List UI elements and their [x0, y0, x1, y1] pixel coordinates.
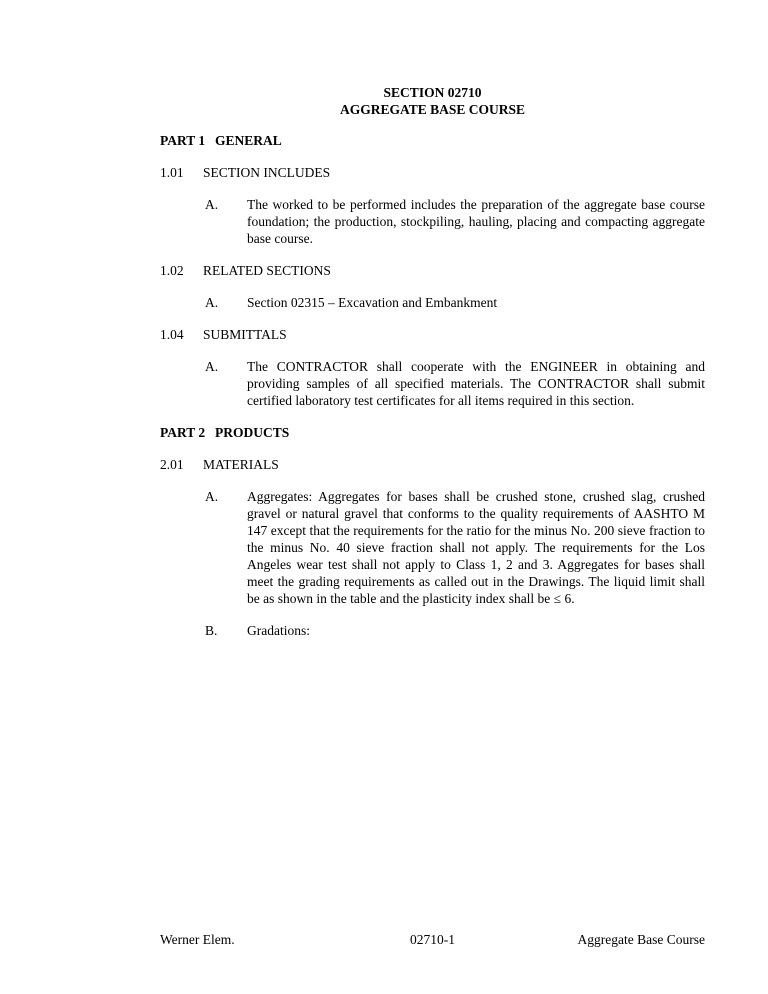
- section-2-01-heading: [160, 456, 705, 473]
- document-title-section-name: AGGREGATE BASE COURSE: [339, 102, 526, 117]
- section-1-01-heading: [160, 164, 705, 181]
- item-paragraph: Section 02315 – Excavation and Embankment: [247, 295, 498, 310]
- section-1-04-heading: [160, 326, 705, 343]
- page-footer: [160, 931, 705, 948]
- section-2-01-item-a: [205, 488, 705, 607]
- item-letter: A.: [205, 295, 219, 310]
- part-2-title: PRODUCTS: [215, 425, 290, 440]
- footer-page-number: 02710-1: [410, 932, 455, 947]
- document-title: [160, 84, 705, 118]
- part-2-label: PART 2: [160, 425, 206, 440]
- part-1-title: GENERAL: [215, 133, 282, 148]
- section-1-01-title: SECTION INCLUDES: [203, 165, 331, 180]
- item-paragraph: Aggregates: Aggregates for bases shall be crushed stone, crushed slag, crushed gravel or natural gravel that conforms to the quality requirements of AASHTO M 147 except that the requirements for the ratio for the minus No. 200 sieve fraction to the minus No. 40 sieve fraction shall not apply. The requirements for the Los Angeles wear test shall not apply to Class 1, 2 and 3. Aggregates for bases shall meet the grading requirements as called out in the Drawings. The liquid limit shall be as shown in the table and the plasticity index shall be ≤ 6.: [247, 489, 705, 606]
- section-1-02-number: 1.02: [160, 263, 184, 278]
- document-title-section-number: SECTION 02710: [383, 85, 482, 100]
- item-letter: A.: [205, 489, 219, 504]
- section-1-04-number: 1.04: [160, 327, 184, 342]
- item-letter: B.: [205, 623, 218, 638]
- section-1-01-number: 1.01: [160, 165, 184, 180]
- section-1-02-item-a: [205, 294, 705, 311]
- item-paragraph: Gradations:: [247, 623, 310, 638]
- section-2-01-item-b: [205, 622, 705, 639]
- section-1-02-heading: [160, 262, 705, 279]
- footer-project-name: Werner Elem.: [160, 932, 235, 947]
- footer-section-name: Aggregate Base Course: [577, 932, 705, 947]
- item-letter: A.: [205, 197, 219, 212]
- part-1-label: PART 1: [160, 133, 206, 148]
- section-2-01-title: MATERIALS: [203, 457, 279, 472]
- part-2-heading: [160, 424, 705, 441]
- section-1-04-title: SUBMITTALS: [203, 327, 287, 342]
- section-2-01-number: 2.01: [160, 457, 184, 472]
- document-body: [160, 84, 705, 654]
- section-1-04-item-a: [205, 358, 705, 409]
- section-1-02-title: RELATED SECTIONS: [203, 263, 331, 278]
- item-paragraph: The worked to be performed includes the preparation of the aggregate base course foundation; the production, stockpiling, hauling, placing and compacting aggregate base course.: [247, 197, 705, 246]
- section-1-01-item-a: [205, 196, 705, 247]
- item-letter: A.: [205, 359, 219, 374]
- item-paragraph: The CONTRACTOR shall cooperate with the ENGINEER in obtaining and providing samples of all specified materials. The CONTRACTOR shall submit certified laboratory test certificates for all items required in this section.: [247, 359, 705, 408]
- part-1-heading: [160, 132, 705, 149]
